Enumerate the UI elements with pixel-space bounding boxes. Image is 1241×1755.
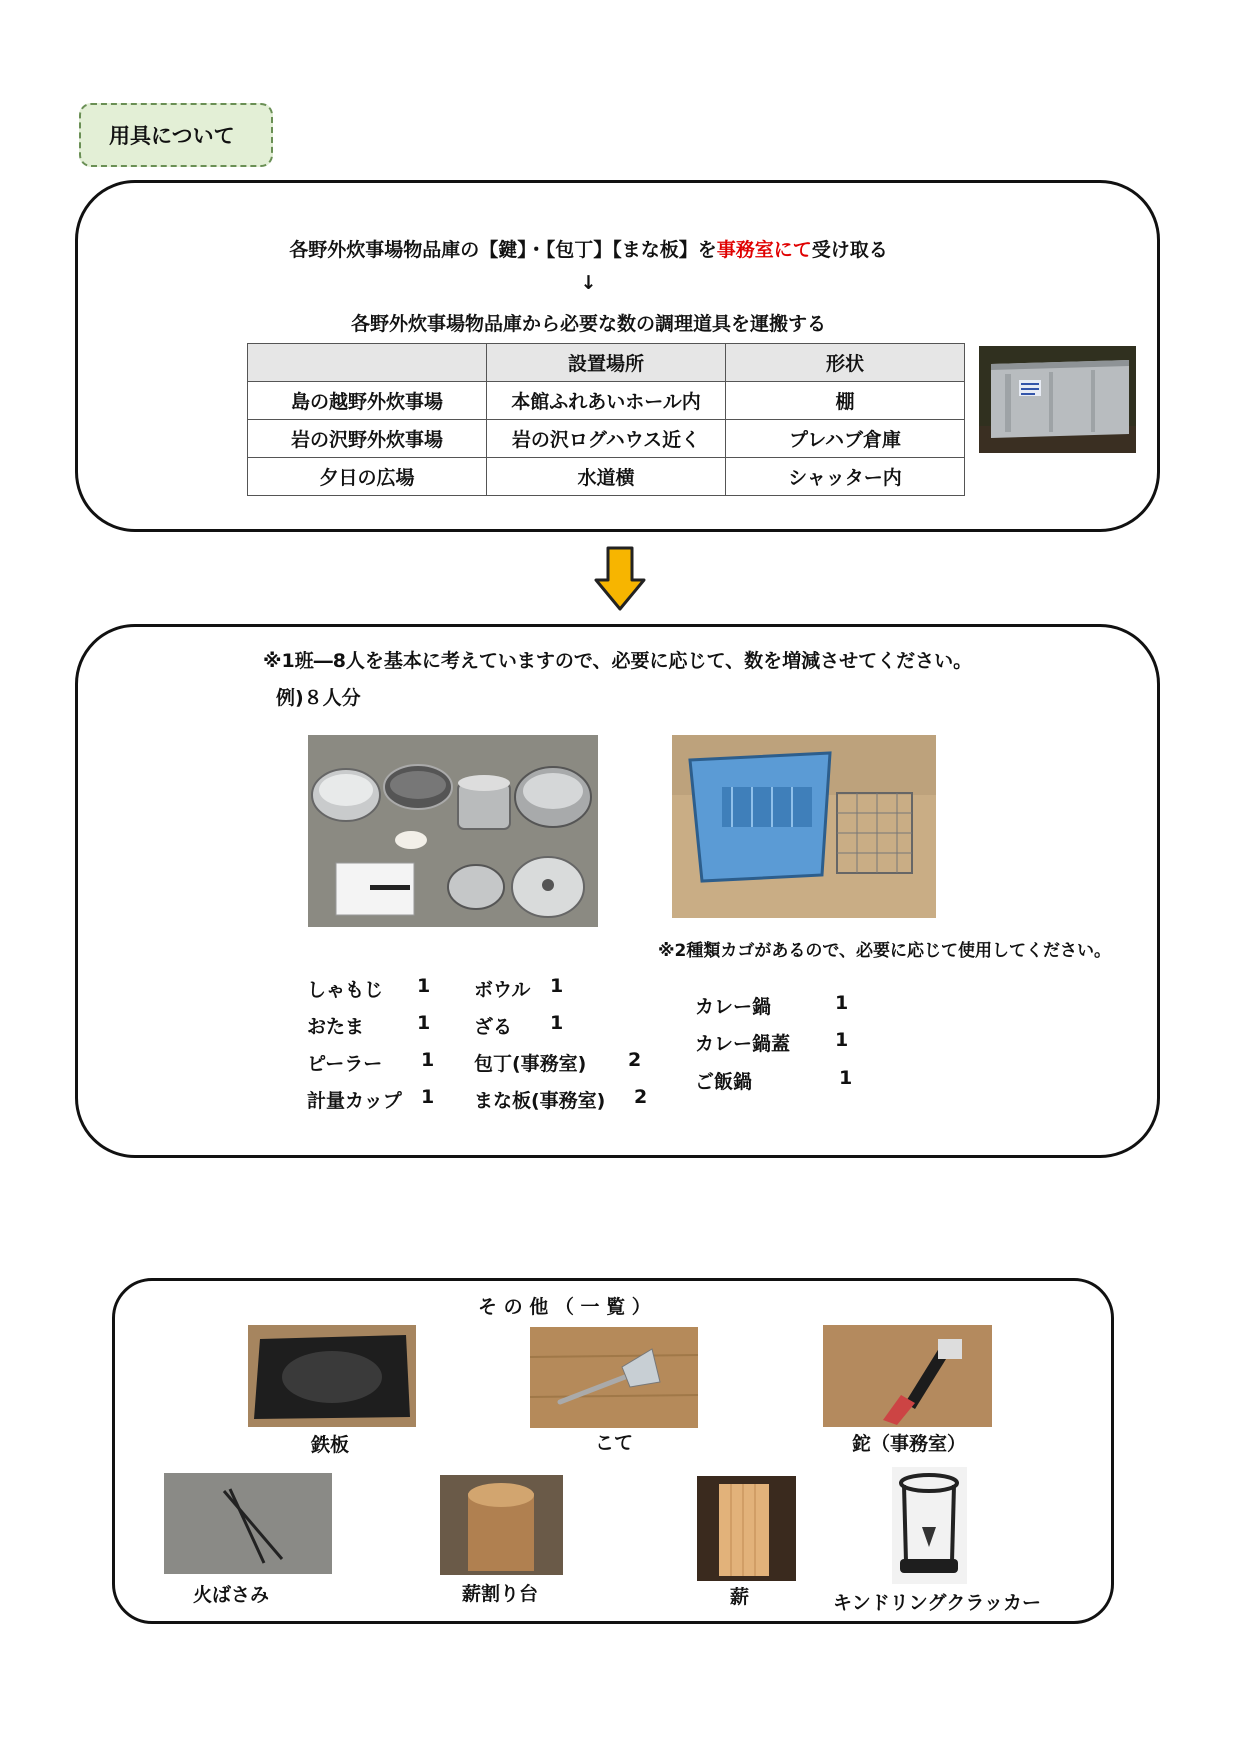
prefab-storage-image xyxy=(979,346,1136,453)
equipment-item xyxy=(695,1067,853,1094)
other-item-label: 火ばさみ xyxy=(193,1584,270,1606)
equipment-name: ボウル xyxy=(474,979,531,1001)
equipment-name: 包丁(事務室) xyxy=(474,1053,587,1075)
others-title: そ の 他 （ 一 覧 ） xyxy=(478,1296,651,1318)
table-cell: シャッター内 xyxy=(726,458,965,496)
table-cell: 本館ふれあいホール内 xyxy=(487,382,726,420)
other-item-label: 鉄板 xyxy=(311,1434,350,1456)
flow-line-2: 各野外炊事場物品庫から必要な数の調理道具を運搬する xyxy=(350,313,826,335)
equipment-name: ご飯鍋 xyxy=(695,1071,753,1093)
equipment-qty: 1 xyxy=(839,1067,853,1089)
equipment-item xyxy=(307,1049,435,1076)
table-cell: 夕日の広場 xyxy=(248,458,487,496)
other-item-label: 鉈（事務室） xyxy=(852,1433,967,1455)
other-item-label: 薪 xyxy=(730,1586,750,1608)
table-cell: 島の越野外炊事場 xyxy=(248,382,487,420)
equipment-qty: 1 xyxy=(550,1012,564,1034)
flow-line-1-suffix: 受け取る xyxy=(811,239,888,261)
equipment-qty: 1 xyxy=(421,1086,435,1108)
down-arrow-icon xyxy=(594,546,646,612)
equipment-item xyxy=(474,975,564,1002)
other-item-label: こて xyxy=(595,1432,634,1454)
table-row xyxy=(248,382,965,420)
table-cell: 岩の沢ログハウス近く xyxy=(487,420,726,458)
prefab-storage-photo xyxy=(979,346,1136,453)
trowel-image xyxy=(530,1327,698,1428)
iron-plate-photo xyxy=(248,1325,416,1427)
equipment-qty: 2 xyxy=(634,1086,648,1108)
basket-note: ※2種類カゴがあるので、必要に応じて使用してください。 xyxy=(658,941,1112,961)
equipment-item xyxy=(307,975,431,1002)
table-cell: 岩の沢野外炊事場 xyxy=(248,420,487,458)
equipment-item xyxy=(695,992,849,1019)
equipment-name: しゃもじ xyxy=(307,979,384,1001)
firewood-image xyxy=(697,1476,796,1581)
equipment-qty: 1 xyxy=(835,992,849,1014)
chopping-block-image xyxy=(440,1475,563,1575)
basket-image xyxy=(672,735,936,918)
fire-tongs-image xyxy=(164,1473,332,1574)
hatchet-photo xyxy=(823,1325,992,1427)
equipment-name: 計量カップ xyxy=(307,1090,402,1112)
firewood-photo xyxy=(697,1476,796,1581)
trowel-photo xyxy=(530,1327,698,1428)
hatchet-image xyxy=(823,1325,992,1427)
iron-plate-image xyxy=(248,1325,416,1427)
equipment-qty: 1 xyxy=(417,1012,431,1034)
equipment-name: まな板(事務室) xyxy=(474,1090,606,1112)
table-row xyxy=(248,458,965,496)
equipment-name: ざる xyxy=(474,1016,513,1038)
table-cell: プレハブ倉庫 xyxy=(726,420,965,458)
flow-line-1-prefix: 各野外炊事場物品庫の【鍵】・【包丁】【まな板】を xyxy=(289,239,717,261)
equipment-qty: 1 xyxy=(550,975,564,997)
equipment-item xyxy=(474,1049,642,1076)
equipment-name: おたま xyxy=(307,1016,365,1038)
table-header-row xyxy=(248,344,965,382)
kindling-cracker-photo xyxy=(892,1467,967,1584)
equipment-item xyxy=(695,1029,849,1056)
table-row xyxy=(248,420,965,458)
equipment-item xyxy=(307,1012,431,1039)
storage-location-table xyxy=(247,343,965,496)
other-item-label: 薪割り台 xyxy=(462,1583,539,1605)
cookware-photo xyxy=(308,735,598,927)
section-tag xyxy=(79,103,273,167)
cookware-image xyxy=(308,735,598,927)
chopping-block-photo xyxy=(440,1475,563,1575)
basis-note: ※1班―8人を基本に考えていますので、必要に応じて、数を増減させてください。 xyxy=(263,650,973,672)
table-cell: 棚 xyxy=(726,382,965,420)
other-item-label: キンドリングクラッカー xyxy=(833,1592,1042,1614)
example-label: 例)８人分 xyxy=(276,687,361,709)
equipment-name: ピーラー xyxy=(307,1053,383,1075)
table-cell: 水道横 xyxy=(487,458,726,496)
equipment-qty: 1 xyxy=(421,1049,435,1071)
equipment-item xyxy=(474,1086,648,1113)
equipment-name: カレー鍋 xyxy=(695,996,772,1018)
equipment-qty: 1 xyxy=(417,975,431,997)
equipment-name: カレー鍋蓋 xyxy=(695,1033,791,1055)
equipment-item xyxy=(474,1012,564,1039)
equipment-qty: 1 xyxy=(835,1029,849,1051)
table-header-cell: 形状 xyxy=(726,344,965,382)
fire-tongs-photo xyxy=(164,1473,332,1574)
basket-photo xyxy=(672,735,936,918)
table-header-cell: 設置場所 xyxy=(487,344,726,382)
section-tag-label: 用具について xyxy=(109,124,235,148)
equipment-item xyxy=(307,1086,435,1113)
equipment-qty: 2 xyxy=(628,1049,642,1071)
flow-line-1 xyxy=(0,235,1209,262)
flow-line-1-highlight: 事務室にて xyxy=(716,239,812,261)
kindling-cracker-image xyxy=(892,1467,967,1584)
flow-arrow: ↓ xyxy=(580,272,597,294)
table-header-cell xyxy=(248,344,487,382)
utensils-box xyxy=(75,624,1160,1158)
